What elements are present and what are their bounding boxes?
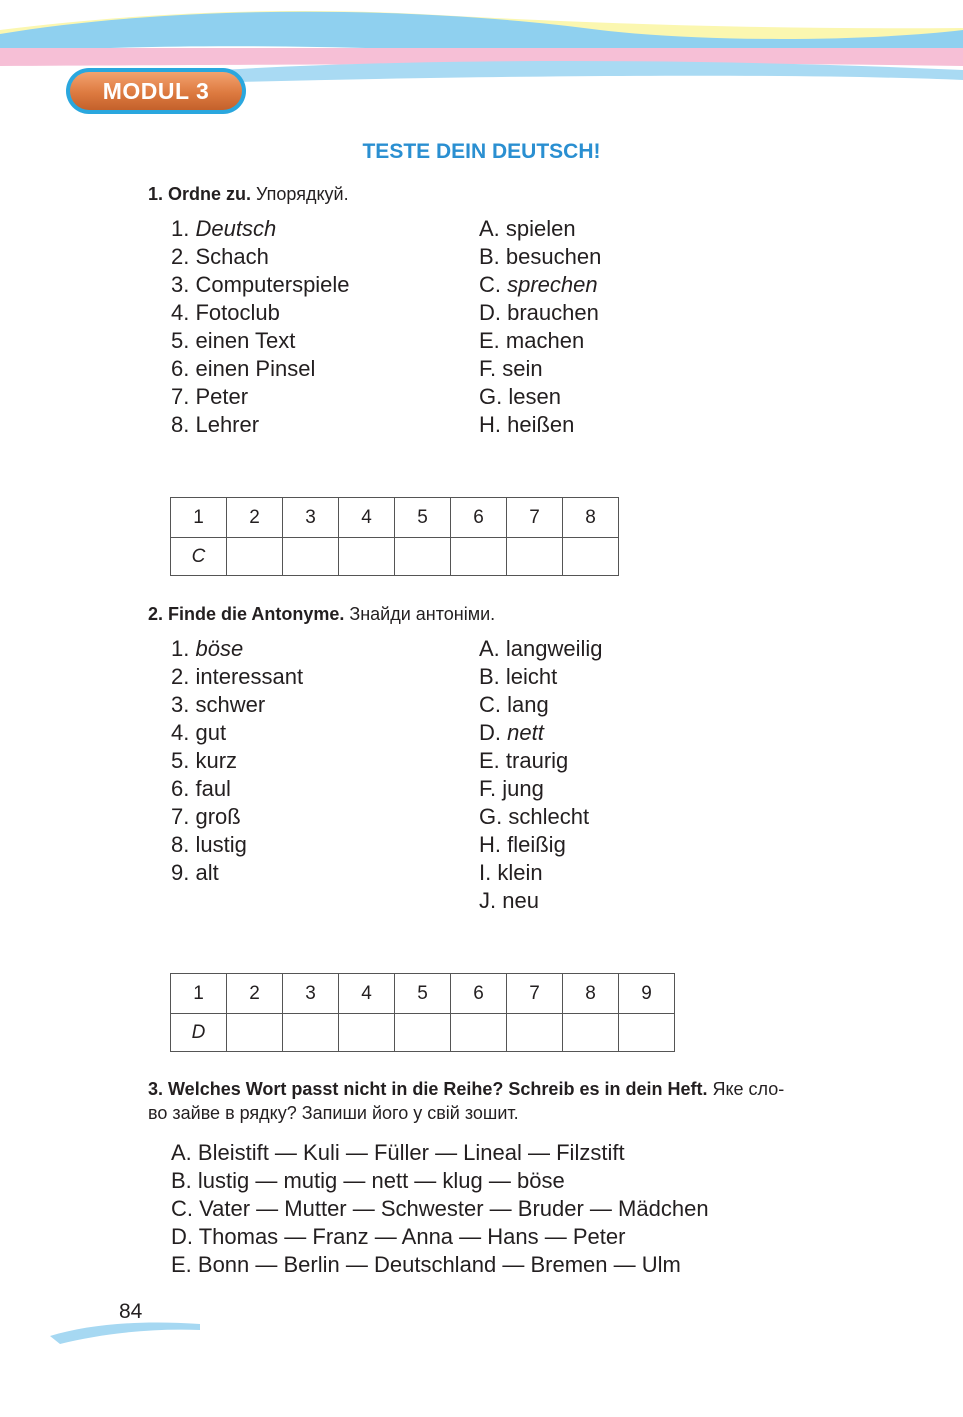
list-item-number: E. (479, 748, 506, 773)
task2-label-de: 2. Finde die Antonyme. (148, 604, 345, 624)
task1-answer-table (170, 497, 619, 576)
list-item (479, 663, 603, 691)
list-item-number: 4. (171, 300, 196, 325)
list-item (479, 831, 603, 859)
list-item (171, 243, 350, 271)
list-item (479, 327, 601, 355)
list-item-number: D. (479, 300, 508, 325)
list-item-number: 6. (171, 356, 196, 381)
list-item-number: 2. (171, 664, 196, 689)
list-item (479, 243, 601, 271)
header-cell: 5 (395, 974, 451, 1014)
list-item (479, 747, 603, 775)
list-item (479, 775, 603, 803)
header-cell: 1 (171, 498, 227, 538)
answer-cell[interactable] (451, 538, 507, 576)
list-item-text: Schach (195, 244, 269, 269)
answer-cell[interactable] (395, 538, 451, 576)
list-item-number: 8. (171, 412, 196, 437)
list-item-number: 6. (171, 776, 196, 801)
header-cell: 3 (283, 974, 339, 1014)
list-item (171, 635, 303, 663)
module-badge (66, 68, 246, 114)
list-item (479, 887, 603, 915)
list-item (171, 355, 350, 383)
task3-label-ua-1: Яке сло- (707, 1079, 785, 1099)
list-item-text: brauchen (507, 300, 599, 325)
list-item (171, 383, 350, 411)
list-item (171, 831, 303, 859)
task1-left-list (171, 215, 350, 439)
list-item-number: A. (479, 636, 506, 661)
answer-cell[interactable] (339, 1014, 395, 1052)
list-item (171, 271, 350, 299)
list-item (171, 215, 350, 243)
list-item (171, 859, 303, 887)
list-item-number: E. (479, 328, 506, 353)
list-item (479, 635, 603, 663)
list-item-number: D. (479, 720, 508, 745)
list-item-number: H. (479, 412, 508, 437)
list-item-text: machen (505, 328, 585, 353)
list-item-number: I. (479, 860, 498, 885)
list-item-text: fleißig (507, 832, 566, 857)
list-item (171, 663, 303, 691)
list-item-text: jung (502, 776, 544, 801)
header-cell: 7 (507, 974, 563, 1014)
list-item-number: 3. (171, 272, 196, 297)
answer-cell[interactable] (563, 538, 619, 576)
list-item-number: J. (479, 888, 503, 913)
list-item (479, 355, 601, 383)
list-item-text: einen Text (195, 328, 296, 353)
answer-cell[interactable] (283, 1014, 339, 1052)
list-item (479, 383, 601, 411)
header-cell: 1 (171, 974, 227, 1014)
list-item (171, 327, 350, 355)
list-item-number: B. (479, 664, 506, 689)
list-item-text: Fotoclub (195, 300, 280, 325)
task3-label-de: 3. Welches Wort passt nicht in die Reihe? Schreib es in dein Heft. (148, 1079, 708, 1099)
task1-heading (148, 182, 349, 206)
answer-cell[interactable] (227, 1014, 283, 1052)
list-item-text: Deutsch (195, 216, 277, 241)
list-item-text: sein (502, 356, 543, 381)
list-item-number: 5. (171, 748, 196, 773)
list-item (479, 411, 601, 439)
list-item-text: einen Pinsel (195, 356, 316, 381)
list-item (479, 803, 603, 831)
footer-wave (50, 1318, 220, 1348)
list-item-text: lang (507, 692, 549, 717)
list-item-text: heißen (507, 412, 575, 437)
list-item-number: 1. (171, 636, 196, 661)
list-item-number: F. (479, 776, 503, 801)
answer-cell[interactable] (227, 538, 283, 576)
header-cell: 8 (563, 974, 619, 1014)
task3-label-ua-2: во зайве в рядку? Запиши його у свій зошит. (148, 1103, 519, 1123)
list-item-text: lesen (508, 384, 561, 409)
header-cell: 3 (283, 498, 339, 538)
list-item-text: sprechen (507, 272, 598, 297)
list-item-text: leicht (505, 664, 558, 689)
answer-cell[interactable]: D (171, 1014, 227, 1052)
list-item-number: 1. (171, 216, 196, 241)
header-cell: 4 (339, 498, 395, 538)
answer-cell[interactable] (451, 1014, 507, 1052)
task2-heading (148, 602, 495, 626)
list-item-text: Computerspiele (195, 272, 350, 297)
answer-cell[interactable] (395, 1014, 451, 1052)
page-number: 84 (119, 1300, 143, 1323)
header-cell: 5 (395, 498, 451, 538)
list-item-number: C. (479, 692, 508, 717)
header-cell: 7 (507, 498, 563, 538)
answer-cell[interactable] (563, 1014, 619, 1052)
list-item-text: besuchen (505, 244, 602, 269)
task2-left-list (171, 635, 303, 887)
list-item (479, 691, 603, 719)
list-item-number: G. (479, 804, 509, 829)
task1-right-list (479, 215, 601, 439)
list-item-text: nett (507, 720, 544, 745)
list-item (171, 747, 303, 775)
answer-cell[interactable] (619, 1014, 675, 1052)
header-cell: 6 (451, 498, 507, 538)
list-item-number: 4. (171, 720, 196, 745)
header-cell: 6 (451, 974, 507, 1014)
list-item-number: A. (479, 216, 506, 241)
task2-answer-table (170, 973, 675, 1052)
list-item-text: kurz (195, 748, 238, 773)
page-title: TESTE DEIN DEUTSCH! (362, 140, 601, 163)
header-cell: 9 (619, 974, 675, 1014)
list-item (171, 299, 350, 327)
list-item-text: Lehrer (195, 412, 260, 437)
list-item-number: 7. (171, 384, 196, 409)
list-item (479, 719, 603, 747)
list-item-text: lustig (195, 832, 247, 857)
header-cell: 4 (339, 974, 395, 1014)
list-item (171, 775, 303, 803)
list-item-number: 8. (171, 832, 196, 857)
list-item-number: H. (479, 832, 508, 857)
list-item-number: B. (479, 244, 506, 269)
list-item-text: spielen (505, 216, 576, 241)
list-item: D. Thomas — Franz — Anna — Hans — Peter (171, 1224, 626, 1249)
task3-heading (148, 1077, 888, 1125)
answer-cell[interactable] (339, 538, 395, 576)
list-item-text: schwer (195, 692, 266, 717)
list-item-text: böse (195, 636, 244, 661)
list-item-text: neu (502, 888, 539, 913)
list-item (479, 215, 601, 243)
header-cell: 2 (227, 498, 283, 538)
task3-list (171, 1139, 709, 1279)
task2-label-ua: Знайди антоніми. (344, 604, 496, 624)
list-item-text: klein (497, 860, 543, 885)
list-item: E. Bonn — Berlin — Deutschland — Bremen — Ulm (171, 1252, 681, 1277)
answer-cell[interactable] (283, 538, 339, 576)
list-item (171, 691, 303, 719)
list-item (171, 719, 303, 747)
list-item-number: 3. (171, 692, 196, 717)
list-item-number: 2. (171, 244, 196, 269)
list-item-number: 7. (171, 804, 196, 829)
task1-label-ua: Упорядкуй. (251, 184, 349, 204)
header-cell: 8 (563, 498, 619, 538)
task2-right-list (479, 635, 603, 915)
answer-cell[interactable]: C (171, 538, 227, 576)
list-item (479, 299, 601, 327)
list-item-text: traurig (505, 748, 569, 773)
list-item-number: 9. (171, 860, 196, 885)
list-item-text: Peter (195, 384, 249, 409)
list-item-text: alt (195, 860, 219, 885)
list-item-number: G. (479, 384, 509, 409)
task1-label-de: 1. Ordne zu. (148, 184, 252, 204)
list-item (479, 271, 601, 299)
list-item-text: gut (195, 720, 227, 745)
list-item (171, 803, 303, 831)
list-item-number: F. (479, 356, 503, 381)
header-cell: 2 (227, 974, 283, 1014)
module-label: MODUL 3 (70, 72, 242, 110)
list-item (171, 411, 350, 439)
answer-cell[interactable] (507, 1014, 563, 1052)
list-item-text: langweilig (505, 636, 603, 661)
list-item: A. Bleistift — Kuli — Füller — Lineal — Filzstift (171, 1140, 625, 1165)
list-item-number: C. (479, 272, 508, 297)
list-item: B. lustig — mutig — nett — klug — böse (171, 1168, 565, 1193)
list-item (479, 859, 603, 887)
list-item-text: schlecht (508, 804, 590, 829)
list-item-text: groß (195, 804, 241, 829)
list-item-text: faul (195, 776, 231, 801)
answer-cell[interactable] (507, 538, 563, 576)
list-item: C. Vater — Mutter — Schwester — Bruder — Mädchen (171, 1196, 709, 1221)
list-item-number: 5. (171, 328, 196, 353)
list-item-text: interessant (195, 664, 304, 689)
